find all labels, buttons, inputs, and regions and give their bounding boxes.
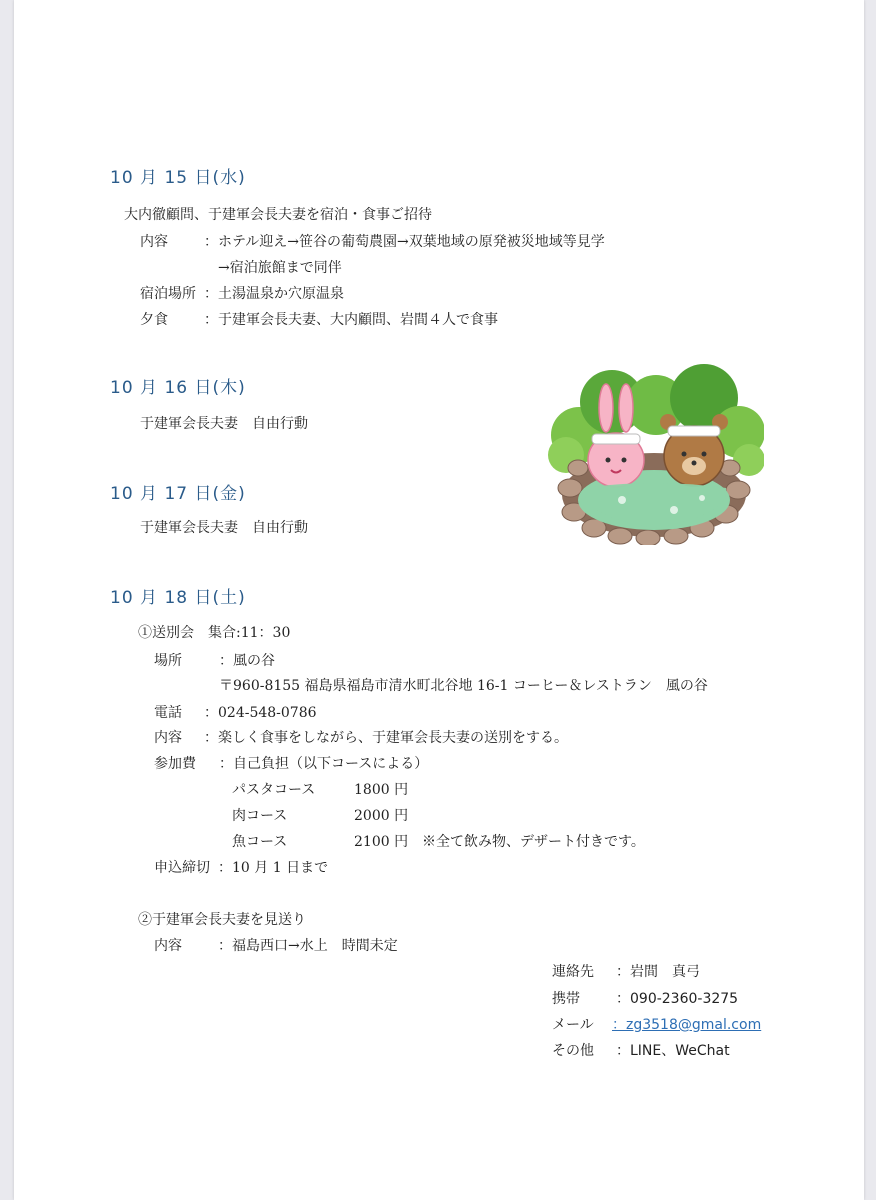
free-action-text-17: 于建軍会長夫妻 自由行動 <box>140 520 308 536</box>
deadline-value: ：10 月 1 日まで <box>218 860 329 876</box>
other-value: ：LINE、WeChat <box>616 1043 730 1059</box>
mobile-label: 携帯 <box>552 991 580 1007</box>
contact-value: ：岩間 真弓 <box>616 964 700 980</box>
fee-label: 参加費 <box>154 756 196 772</box>
mail-colon: ： <box>612 1017 626 1033</box>
lodging-value: ：土湯温泉か穴原温泉 <box>204 286 344 302</box>
phone-value: ：024-548-0786 <box>204 705 317 721</box>
document-page <box>14 0 864 1200</box>
place-value: ：風の谷 <box>219 653 275 669</box>
course-name: パスタコース <box>232 782 316 798</box>
other-label: その他 <box>552 1043 594 1059</box>
deadline-label: 申込締切 <box>154 860 210 876</box>
date-heading-oct18: 10 月 18 日(土) <box>110 588 246 608</box>
farewell-content-label: 内容 <box>154 730 182 746</box>
onsen-rabbit-bear-icon <box>544 360 764 545</box>
mail-link[interactable] <box>612 1015 761 1035</box>
dinner-value: ：于建軍会長夫妻、大内顧問、岩間４人で食事 <box>204 312 498 328</box>
content-label: 内容 <box>140 234 168 250</box>
free-action-text-16: 于建軍会長夫妻 自由行動 <box>140 416 308 432</box>
date-heading-oct16: 10 月 16 日(木) <box>110 378 246 398</box>
send-off-label: 内容 <box>154 938 182 954</box>
lodging-label: 宿泊場所 <box>140 286 196 302</box>
content-value: ：ホテル迎え→笹谷の葡萄農園→双葉地域の原発被災地域等見学 <box>204 234 605 250</box>
farewell-event-title: ①送別会 集合:11：30 <box>138 625 291 641</box>
dinner-label: 夕食 <box>140 312 168 328</box>
send-off-title: ②于建軍会長夫妻を見送り <box>138 912 306 928</box>
farewell-content-value: ：楽しく食事をしながら、于建軍会長夫妻の送別をする。 <box>204 730 568 746</box>
course-note: ※全て飲み物、デザート付きです。 <box>422 834 645 850</box>
mobile-value: ：090-2360-3275 <box>616 991 739 1007</box>
intro-text: 大内徹顧問、于建軍会長夫妻を宿泊・食事ご招待 <box>124 207 432 223</box>
phone-label: 電話 <box>154 705 182 721</box>
mail-label: メール <box>552 1017 594 1033</box>
send-off-value: ：福島西口→水上 時間未定 <box>218 938 398 954</box>
address-text: 〒960-8155 福島県福島市清水町北谷地 16-1 コーヒー＆レストラン 風の谷 <box>219 678 708 694</box>
place-label: 場所 <box>154 653 182 669</box>
date-heading-oct15: 10 月 15 日(水) <box>110 168 246 188</box>
course-price: 1800 円 <box>354 782 409 798</box>
contact-label: 連絡先 <box>552 964 594 980</box>
course-price: 2000 円 <box>354 808 409 824</box>
course-name: 魚コース <box>232 834 288 850</box>
mail-address: zg3518@gmal.com <box>626 1017 762 1033</box>
course-name: 肉コース <box>232 808 288 824</box>
course-price: 2100 円 <box>354 834 409 850</box>
fee-value: ：自己負担（以下コースによる） <box>219 756 429 772</box>
content-value-continued: →宿泊旅館まで同伴 <box>218 260 342 276</box>
date-heading-oct17: 10 月 17 日(金) <box>110 484 246 504</box>
